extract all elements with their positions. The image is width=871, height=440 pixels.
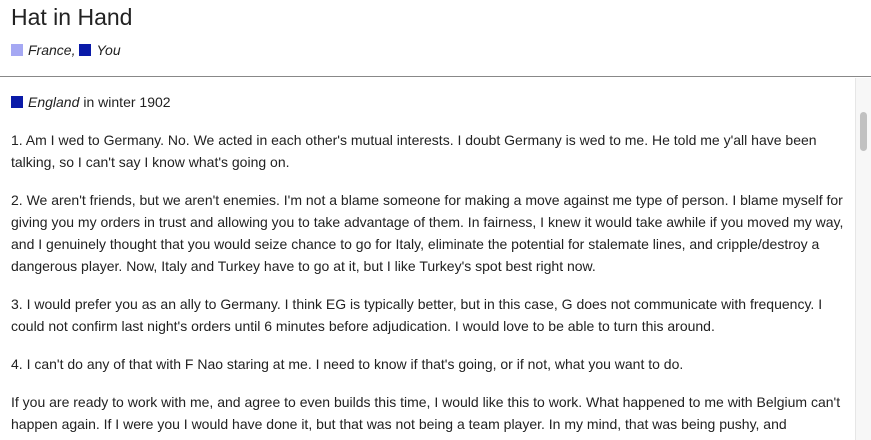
message-paragraph-3: 3. I would prefer you as an ally to Germany. I think EG is typically better, but in this case, G does not communicate with frequency. I could not confirm last night's orders until 6 minutes before adjudication. I would love to be able to turn this around.	[11, 296, 823, 334]
message-paragraph-2: 2. We aren't friends, but we aren't enemies. I'm not a blame someone for making a move against me type of person. I blame myself for giving you my orders in trust and allowing you to take advantage of them. In fairness, I knew it would take awhile if you moved my way, and I genuinely thought that you would seize chance to go for Italy, eliminate the potential for stalemate lines, and cripple/destroy a dangerous player. Now, Italy and Turkey have to go at it, but I like Turkey's spot best right now.	[11, 192, 844, 274]
france-color-swatch	[11, 44, 23, 56]
you-color-swatch	[79, 44, 91, 56]
message-paragraph-1: 1. Am I wed to Germany. No. We acted in each other's mutual interests. I doubt Germany is wed to me. He told me y'all have been talking, so I can't say I know what's going on.	[11, 132, 817, 170]
message-timestamp: in winter 1902	[83, 94, 171, 110]
message-paragraph-4: 4. I can't do any of that with F Nao staring at me. I need to know if that's going, or if not, what you want to do.	[11, 356, 684, 372]
participant-separator: ,	[71, 42, 76, 58]
vertical-scrollbar[interactable]	[855, 78, 871, 440]
conversation-title: Hat in Hand	[11, 4, 133, 30]
conversation-header	[0, 0, 871, 78]
message-pane	[0, 78, 855, 440]
message-sender: England	[28, 94, 80, 110]
participant-france: France	[28, 42, 72, 58]
participant-you: You	[96, 42, 121, 58]
message-meta	[11, 94, 171, 110]
message-paragraph-5: If you are ready to work with me, and agree to even builds this time, I would like this to work. What happened to me with Belgium can't happen again. If I were you I would have done it, but that was not being a team player. In my mind, that was being pushy, and	[11, 394, 841, 432]
header-divider	[0, 76, 871, 77]
england-color-swatch	[11, 96, 23, 108]
scrollbar-thumb[interactable]	[860, 112, 867, 151]
participants-list	[11, 42, 121, 58]
